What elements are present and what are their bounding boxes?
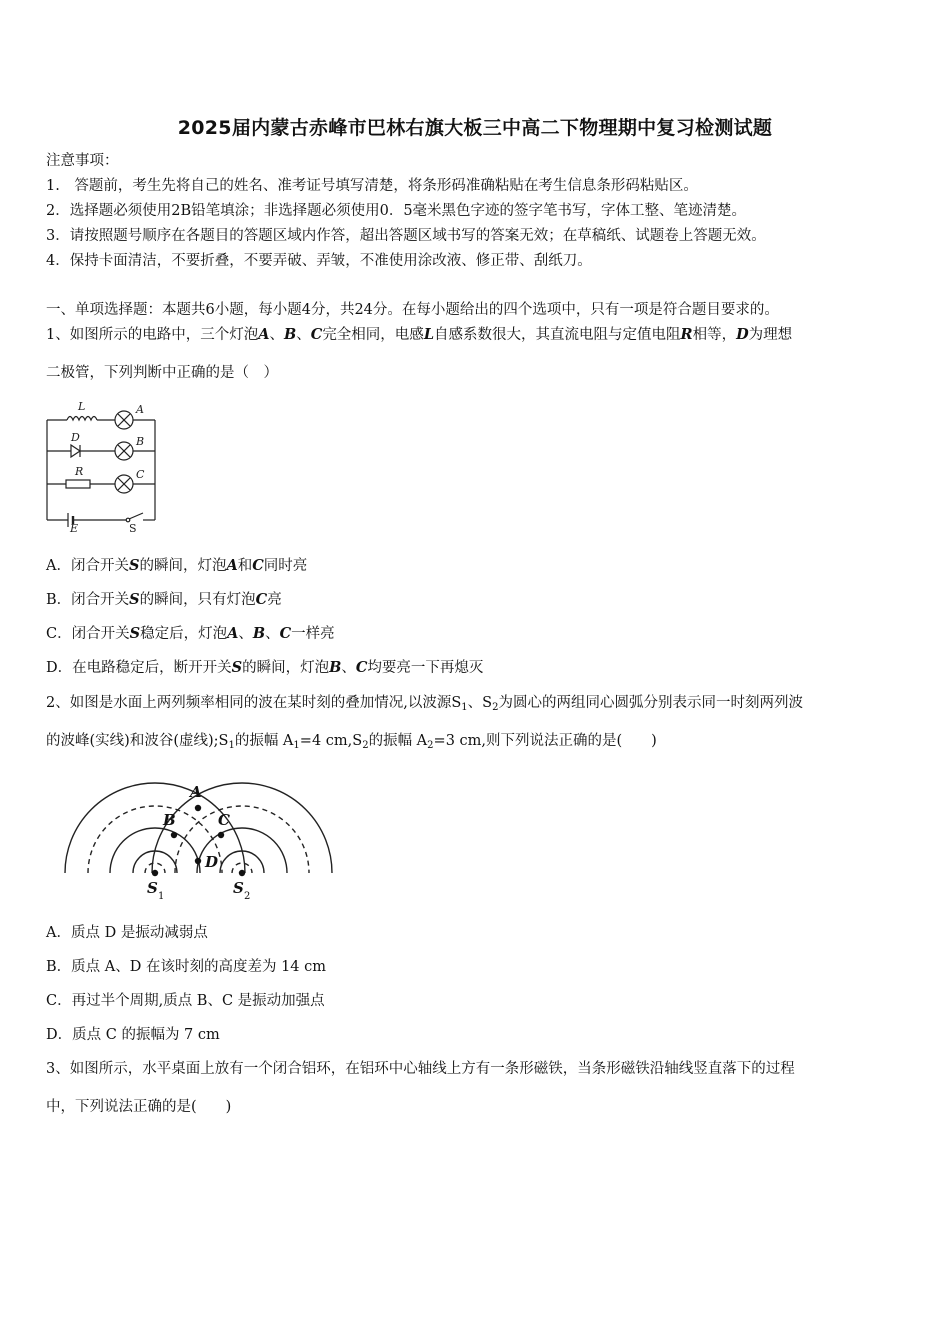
q1-var-R: R [680,326,693,343]
opt-text: 亮 [267,592,282,608]
opt-text: 的瞬间，灯泡 [242,660,330,676]
opt-text: 、 [265,626,280,642]
opt-text: 、 [238,626,253,642]
q2-option-C[interactable]: C．再过半个周期,质点 B、C 是振动加强点 [46,993,325,1009]
opt-var: C [355,659,368,676]
q1-var-A: A [258,326,270,343]
opt-text: 均要亮一下再熄灭 [367,660,484,676]
opt-text: C．闭合开关 [46,626,130,642]
q2-text: 2、如图是水面上两列频率相同的波在某时刻的叠加情况,以波源S [46,695,462,711]
point-A [195,805,201,811]
q2-sub: 1 [228,740,235,751]
q2-wave-figure [55,775,335,910]
label-R: R [75,465,84,478]
label-S: S [129,522,137,535]
q1-stem-line1 [46,325,792,345]
label-D: D [71,431,80,444]
q1-sep: 、 [269,327,284,343]
q1-text: 1、如图所示的电路中，三个灯泡 [46,327,259,343]
s1-crest-small [133,851,177,873]
notice-item-2: 2．选择题必须使用2B铅笔填涂；非选择题必须使用0．5毫米黑色字迹的签字笔书写，字体工整、笔迹清楚。 [46,203,747,219]
opt-var: C [252,557,264,574]
notice-item-3: 3．请按照题号顺序在各题目的答题区域内作答，超出答题区域书写的答案无效；在草稿纸、试题卷上答题无效。 [46,228,766,244]
opt-text: B．闭合开关 [46,592,130,608]
q2-sub: 2 [362,740,369,751]
s1-trough [88,806,222,873]
q2-text: 为圆心的两组同心圆弧分别表示同一时刻两列波 [498,695,803,711]
label-A: A [190,783,202,801]
q2-sub: 2 [427,740,434,751]
source-S2 [239,870,245,876]
page-title: 2025届内蒙古赤峰市巴林右旗大板三中高二下物理期中复习检测试题 [177,117,773,139]
opt-text: 的瞬间，只有灯泡 [139,592,256,608]
opt-text: 、 [341,660,356,676]
s2-trough [175,806,309,873]
q2-text: 、S [467,695,493,711]
q1-text: 相等， [692,327,737,343]
opt-var: B [252,625,266,642]
q1-var-B: B [284,326,297,343]
section-heading: 一、单项选择题：本题共6小题，每小题4分，共24分。在每小题给出的四个选项中，只有一项是符合题目要求的。 [46,302,779,318]
q2-sub: 1 [461,702,468,713]
q1-text: 完全相同，电感 [322,327,424,343]
q3-stem-line2: 中，下列说法正确的是( ) [46,1099,232,1115]
label-L: L [78,400,86,413]
q2-text: =3 cm,则下列说法正确的是( ) [433,733,657,749]
opt-var: C [279,625,292,642]
q2-text: 的振幅 A [234,733,294,749]
opt-text: A．闭合开关 [46,558,129,574]
opt-var: A [227,625,239,642]
q1-option-C[interactable] [46,624,335,644]
q2-option-A[interactable]: A．质点 D 是振动减弱点 [46,925,208,941]
q1-var-D: D [736,326,749,343]
q2-text: 的波峰(实线)和波谷(虚线);S [46,733,229,749]
label-C: C [136,468,145,481]
q1-text: 为理想 [748,327,793,343]
q2-sub: 2 [492,702,499,713]
q1-text: 自感系数很大，其直流电阻与定值电阻 [434,327,681,343]
q2-stem-line2 [46,731,657,751]
opt-text: 稳定后，灯泡 [140,626,228,642]
point-B [171,832,177,838]
q1-sep: 、 [296,327,311,343]
opt-var: C [255,591,268,608]
label-S1: S [147,879,158,897]
q1-option-B[interactable] [46,590,282,610]
label-D: D [205,853,219,871]
label-S2: S [233,879,244,897]
q2-sub: 1 [293,740,300,751]
q1-stem-line2: 二极管，下列判断中正确的是（ ） [46,365,278,381]
label-S2-sub: 2 [244,891,251,902]
opt-text: 和 [237,558,253,574]
q1-option-D[interactable] [46,658,483,678]
opt-var: S [231,659,243,676]
point-D [195,858,201,864]
label-A: A [136,403,144,416]
q2-stem-line1 [46,693,803,713]
opt-var: A [226,557,238,574]
q1-circuit-figure [40,398,170,536]
point-C [218,832,224,838]
opt-text: 的瞬间，灯泡 [139,558,227,574]
notice-header: 注意事项： [46,153,119,169]
opt-var: S [128,557,140,574]
q3-stem-line1: 3、如图所示，水平桌面上放有一个闭合铝环，在铝环中心轴线上方有一条形磁铁，当条形磁铁沿轴线竖直落下的过程 [46,1061,795,1077]
opt-var: S [129,591,140,608]
label-B: B [136,435,145,448]
diode-triangle [71,445,80,457]
q1-var-L: L [423,326,435,343]
q2-option-B[interactable]: B．质点 A、D 在该时刻的高度差为 14 cm [46,959,327,975]
opt-text: 同时亮 [263,558,308,574]
q1-var-C: C [310,326,323,343]
q1-option-A[interactable] [46,556,307,576]
opt-var: B [329,659,342,676]
notice-item-1: 1. 答题前，考生先将自己的姓名、准考证号填写清楚，将条形码准确粘贴在考生信息条形码粘贴区。 [46,178,698,194]
label-S1-sub: 1 [158,891,165,902]
s2-crest-small [220,851,264,873]
opt-text: D．在电路稳定后，断开开关 [46,660,232,676]
source-S1 [152,870,158,876]
label-B: B [163,811,176,829]
label-C: C [218,811,230,829]
resistor-R [66,480,90,488]
notice-item-4: 4．保持卡面清洁，不要折叠，不要弄破、弄皱，不准使用涂改液、修正带、刮纸刀。 [46,253,592,269]
inductor-coil [67,417,97,421]
opt-text: 一样亮 [291,626,335,642]
q2-text: 的振幅 A [368,733,428,749]
q2-text: =4 cm,S [299,733,363,749]
q2-option-D[interactable]: D．质点 C 的振幅为 7 cm [46,1027,220,1043]
label-E: E [70,522,79,535]
opt-var: S [129,625,141,642]
switch-blade [129,513,143,519]
